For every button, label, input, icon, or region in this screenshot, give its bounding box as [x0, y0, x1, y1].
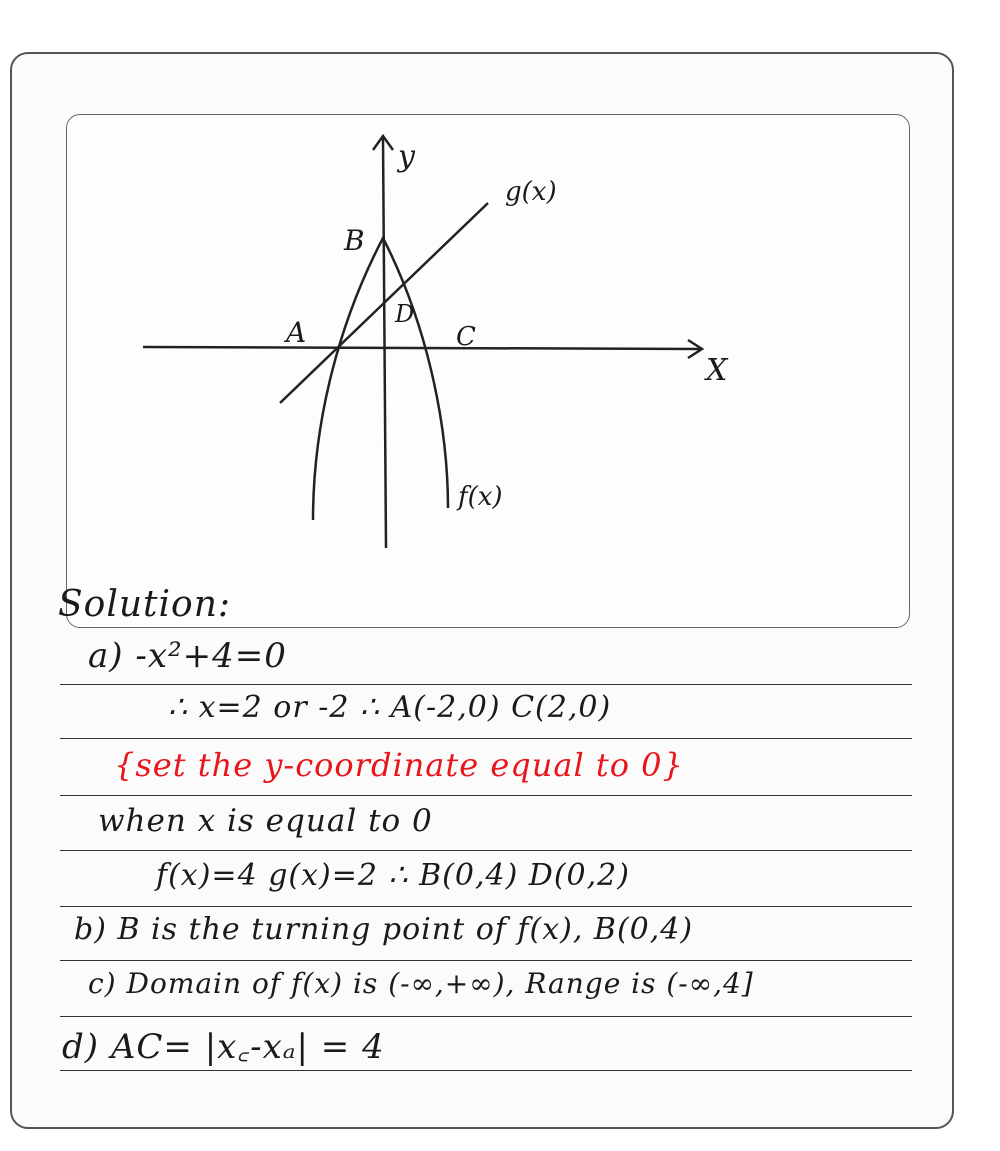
g-function-label: g(x): [505, 177, 557, 207]
solution-line-a: a) -x²+4=0: [88, 636, 287, 676]
solution-line-when: when x is equal to 0: [98, 803, 433, 839]
point-c-label: C: [456, 322, 476, 352]
solution-line-roots: ∴ x=2 or -2 ∴ A(-2,0) C(2,0): [168, 690, 612, 725]
solution-line-c: c) Domain of f(x) is (-∞,+∞), Range is (-∞,4]: [88, 967, 754, 1000]
x-axis-label: X: [706, 353, 728, 388]
parabola-f: [313, 238, 448, 520]
ruled-line: [60, 738, 912, 739]
ruled-line: [60, 960, 912, 961]
ruled-line: [60, 684, 912, 685]
ruled-line: [60, 795, 912, 796]
point-b-label: B: [344, 224, 365, 257]
solution-line-d: d) AC= |x꜀-xₐ| = 4: [62, 1027, 385, 1067]
ruled-line: [60, 906, 912, 907]
x-axis: [143, 347, 700, 349]
ruled-line: [60, 850, 912, 851]
solution-note: {set the y-coordinate equal to 0}: [114, 746, 684, 784]
solution-heading: Solution:: [58, 584, 232, 625]
ruled-line: [60, 1070, 912, 1071]
solution-line-values: f(x)=4 g(x)=2 ∴ B(0,4) D(0,2): [156, 858, 630, 893]
y-axis-label: y: [398, 139, 415, 174]
y-axis: [383, 138, 386, 548]
point-d-label: D: [395, 300, 415, 328]
solution-line-b: b) B is the turning point of f(x), B(0,4): [74, 912, 694, 947]
f-function-label: f(x): [458, 482, 503, 512]
point-a-label: A: [286, 316, 307, 349]
ruled-line: [60, 1016, 912, 1017]
